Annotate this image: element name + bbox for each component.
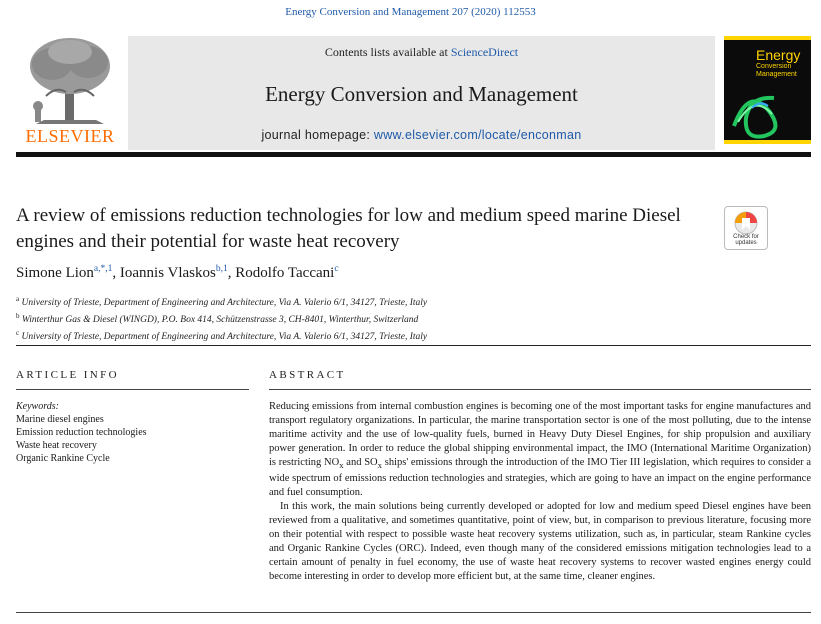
abstract-text: ships' emissions through the introduction of the IMO Tier III legislation, which requires to consider a wide spectrum of emissions reduction technologies and strategies, which are going to have an impact on the engine performance and fuel consumption. [269,457,811,499]
tree-icon [16,36,124,128]
keywords-block [16,400,147,465]
check-for-updates-button[interactable] [724,206,768,250]
journal-cover[interactable] [724,36,811,144]
journal-header [16,36,811,150]
affiliation-item [16,327,427,344]
abstract-body [269,400,811,584]
affiliation-text: University of Trieste, Department of Engineering and Architecture, Via A. Valerio 6/1, 34127, Trieste, Italy [21,332,428,343]
publisher-name: ELSEVIER [25,126,115,146]
abstract-text: and SO [343,457,378,468]
affiliation-list [16,293,427,344]
contents-line [128,45,715,60]
abstract-paragraph-2: In this work, the main solutions being currently developed or adopted for low and medium speed Diesel engines have been reviewed from a qualitative, and sometimes quantitative, point of view, but, in comparison to previous literature, focusing more on their potential with respect to possible waste heat recovery systems utilization, such as, in particular, steam Rankine cycles and Organic Rankine Cycles (ORC). Indeed, even though many of the considered emissions mitigation technologies lead to a certain amount of penalty in fuel economy, the use of waste heat recovery systems to recover wasted engines energy could become interesting in order to develop more efficient but, at the same time, cleaner engines. [269,501,811,583]
affiliation-text: University of Trieste, Department of Engineering and Architecture, Via A. Valerio 6/1, 34127, Trieste, Italy [21,298,428,309]
keyword-item: Waste heat recovery [16,440,97,451]
affiliation-mark: c [16,329,20,338]
affiliation-item [16,310,427,327]
author-separator: , [112,265,120,281]
journal-reference[interactable]: Energy Conversion and Management 207 (2020) 112553 [285,6,536,18]
check-updates-line-2: updates [735,240,757,246]
cover-title: Energy [756,47,801,63]
sciencedirect-link[interactable]: ScienceDirect [450,45,519,59]
author-superscript[interactable]: c [334,264,339,274]
keyword-item: Marine diesel engines [16,414,104,425]
author-name[interactable]: Rodolfo Taccani [235,265,335,281]
abstract-heading: ABSTRACT [269,369,346,381]
affiliation-item [16,293,427,310]
subscript-x: x [339,460,344,471]
author-superscript[interactable]: a,*,1 [93,264,113,274]
keywords-label: Keywords: [16,401,59,412]
homepage-link[interactable]: www.elsevier.com/locate/enconman [373,128,582,142]
homepage-line [128,128,715,142]
elsevier-tree-logo[interactable] [16,36,124,150]
abstract-text: Reducing emissions from internal combustion engines is becoming one of the most important tasks for engine manufactures and transport regulatory organizations. In particular, the marine transportation sector is one of the most polluting, due to the intense maritime activity and the use of low-quality fuels, burned in Heavy Duty Diesel Engines, for ship propulsion and auxiliary power generation. In order to reduce the global shipping environmental impact, the IMO (International Maritime Organization) is restricting NO [269,401,811,468]
abstract-divider [269,389,811,390]
check-updates-line-1: Check for [733,234,759,240]
keyword-item: Emission reduction technologies [16,427,147,438]
homepage-prefix: journal homepage: [261,128,374,142]
footer-divider [16,612,811,613]
abstract-paragraph-1 [269,400,811,500]
affiliation-mark: b [16,312,20,321]
author-name[interactable]: Simone Lion [16,265,94,281]
article-title: A review of emissions reduction technologies for low and medium speed marine Diesel engines and their potential for waste heat recovery [16,205,681,252]
check-updates-label [725,234,767,246]
author-list [16,264,339,282]
cover-subtitle [756,63,797,79]
subscript-x: x [377,460,382,471]
author-separator: , [227,265,236,281]
article-info-heading: ARTICLE INFO [16,369,119,381]
header-divider [16,152,811,157]
journal-title[interactable]: Energy Conversion and Management [265,82,578,106]
article-info-divider [16,389,249,390]
author-superscript[interactable]: b,1 [215,264,228,274]
cover-subtitle-line-2: Management [756,71,797,78]
affiliation-mark: a [16,295,20,303]
contents-prefix: Contents lists available at [324,45,451,59]
author-name[interactable]: Ioannis Vlaskos [119,265,216,281]
affiliation-text: Winterthur Gas & Diesel (WINGD), P.O. Box 414, Schützenstrasse 3, CH-8401, Winterthur, Switzerland [21,315,419,326]
keyword-item: Organic Rankine Cycle [16,453,110,464]
journal-banner [128,36,715,150]
section-divider [16,345,811,346]
cover-subtitle-line-1: Conversion [756,63,792,70]
